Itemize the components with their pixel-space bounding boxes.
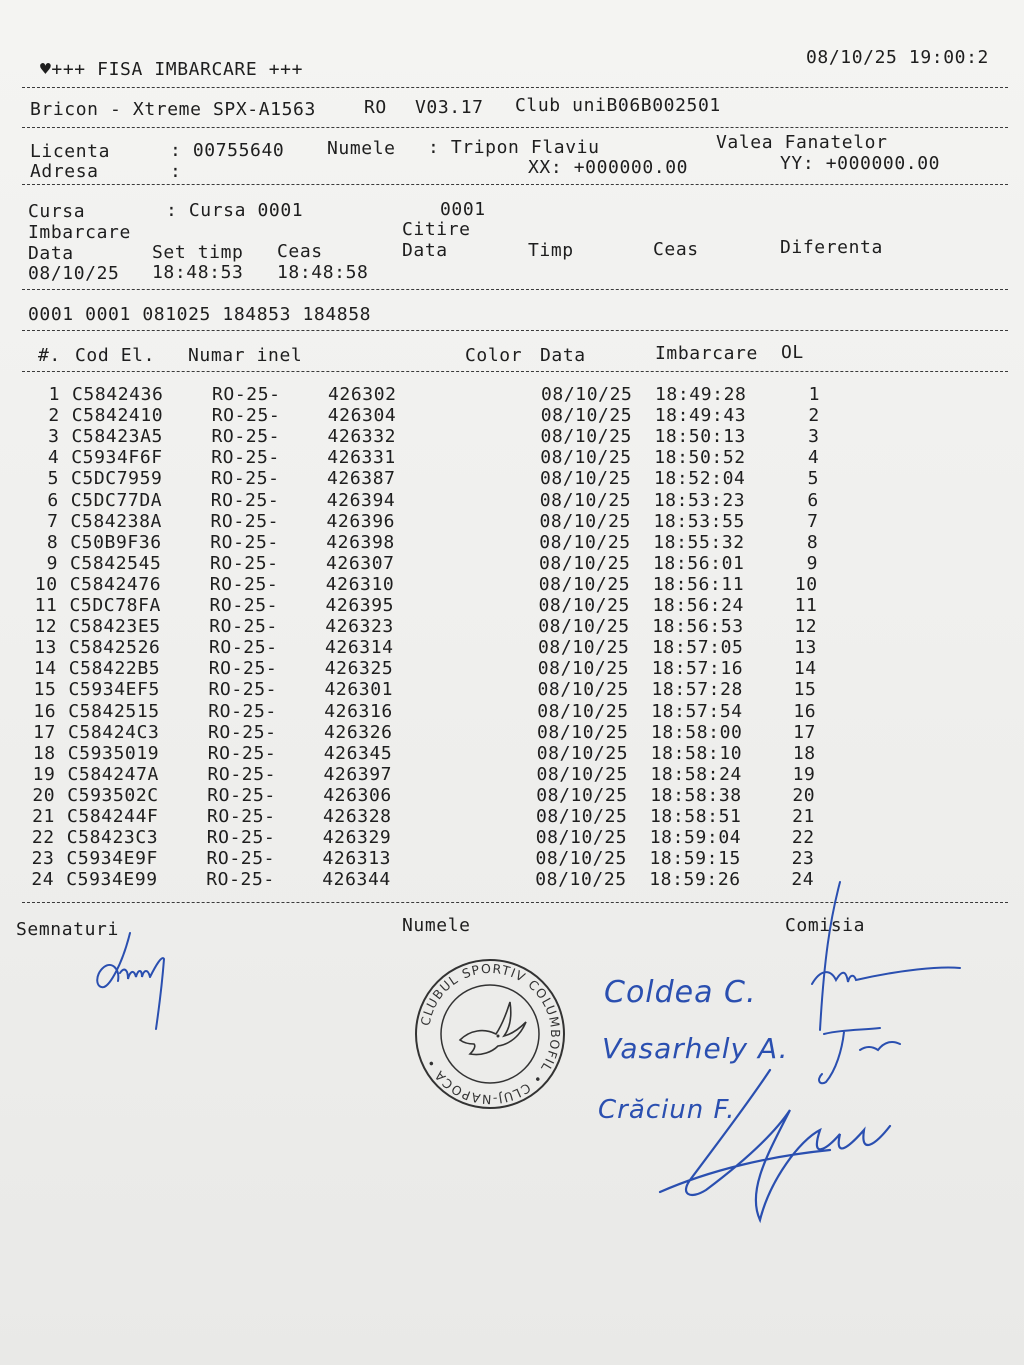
table-row: [0, 680, 1024, 701]
row-cod-el: C584244F: [67, 806, 159, 827]
comisia-label: Comisia: [785, 915, 866, 936]
commission-name-3: Crăciun F.: [598, 1095, 736, 1125]
row-ring-prefix: RO-25-: [211, 468, 280, 490]
firmware-version: V03.17: [415, 97, 484, 118]
row-ring-number: 426387: [327, 468, 396, 490]
col-ceas: Ceas: [277, 241, 323, 262]
sheet-title: ♥+++ FISA IMBARCARE +++: [40, 59, 304, 80]
row-ring-prefix: RO-25-: [206, 869, 275, 891]
row-ring-prefix: RO-25-: [210, 552, 279, 574]
table-row: [0, 744, 1024, 765]
row-time: 18:57:16: [651, 658, 744, 680]
row-ol: 21: [792, 806, 815, 827]
row-date: 08/10/25: [539, 510, 631, 532]
row-ring-number: 426316: [324, 700, 393, 722]
row-date: 08/10/25: [537, 700, 629, 722]
col-set-timp: Set timp: [152, 242, 244, 263]
row-ol: 11: [794, 595, 818, 616]
row-cod-el: C5934E9F: [66, 848, 158, 870]
numele-footer-label: Numele: [402, 915, 471, 936]
print-datetime: 08/10/25 19:00:2: [806, 47, 989, 68]
th-cod-el: Cod El.: [75, 345, 156, 366]
club-id: Club uniB06B002501: [515, 95, 721, 116]
row-cod-el: C5935019: [67, 742, 160, 764]
row-date: 08/10/25: [535, 827, 628, 849]
row-number: 23: [31, 848, 55, 870]
row-time: 18:59:26: [649, 869, 741, 891]
row-ol: 1: [808, 384, 820, 405]
row-ring-number: 426395: [325, 595, 395, 616]
coord-xx: XX: +000000.00: [528, 157, 689, 178]
row-ring-prefix: RO-25-: [207, 763, 277, 785]
table-row: [0, 807, 1024, 828]
row-cod-el: C5934F6F: [71, 447, 163, 469]
col-data-citire: Data: [402, 240, 448, 261]
row-time: 18:57:05: [652, 637, 744, 659]
row-time: 18:56:01: [653, 552, 745, 574]
row-ring-prefix: RO-25-: [211, 426, 281, 448]
row-ring-number: 426398: [326, 531, 395, 553]
col-timp: Timp: [528, 240, 574, 261]
row-cod-el: C58423C3: [66, 827, 159, 849]
row-ol: 9: [806, 552, 818, 574]
row-ring-prefix: RO-25-: [210, 489, 280, 511]
th-data: Data: [540, 345, 586, 366]
row-number: 3: [48, 426, 60, 448]
stamp-text: CLUBUL SPORTIV COLUMBOFIL • CLUJ-NAPOCA •: [417, 960, 564, 1108]
club-stamp: [412, 956, 568, 1112]
value-data: 08/10/25: [28, 263, 120, 284]
citire-label: Citire: [402, 219, 471, 240]
row-date: 08/10/25: [536, 763, 628, 785]
row-cod-el: C58422B5: [68, 658, 161, 680]
row-date: 08/10/25: [537, 721, 629, 743]
row-cod-el: C5DC7959: [71, 468, 163, 490]
row-number: 5: [47, 468, 59, 490]
row-cod-el: C5842476: [69, 573, 162, 595]
table-row: [0, 533, 1024, 554]
col-diferenta: Diferenta: [780, 237, 883, 258]
row-time: 18:59:04: [649, 827, 742, 849]
row-time: 18:57:28: [651, 679, 743, 701]
row-cod-el: C50B9F36: [70, 531, 162, 553]
table-row: [0, 448, 1024, 469]
row-ring-number: 426332: [327, 426, 397, 448]
row-ring-prefix: RO-25-: [207, 742, 277, 764]
row-ring-prefix: RO-25-: [210, 510, 280, 532]
row-date: 08/10/25: [538, 595, 630, 616]
cursa-code: 0001: [440, 199, 486, 220]
row-date: 08/10/25: [540, 447, 632, 469]
row-ring-prefix: RO-25-: [208, 658, 278, 680]
row-ol: 7: [807, 510, 819, 532]
commission-signature-1: [790, 880, 970, 1040]
row-ring-number: 426326: [324, 721, 393, 743]
row-date: 08/10/25: [540, 405, 633, 427]
row-time: 18:56:24: [652, 595, 744, 616]
row-time: 18:58:24: [650, 763, 742, 785]
row-ring-prefix: RO-25-: [209, 616, 278, 638]
device-name: Bricon - Xtreme SPX-A1563: [30, 99, 316, 120]
row-time: 18:57:54: [651, 700, 743, 722]
row-date: 08/10/25: [538, 637, 630, 659]
table-row: [0, 554, 1024, 575]
row-ol: 3: [808, 426, 820, 448]
dove-icon: [460, 1002, 526, 1055]
row-ring-number: 426394: [326, 489, 396, 511]
coord-yy: YY: +000000.00: [780, 153, 941, 174]
svg-text:CLUBUL SPORTIV COLUMBOFIL • CL: [418, 961, 563, 1107]
row-ring-prefix: RO-25-: [207, 806, 276, 827]
semnaturi-label: Semnaturi: [16, 919, 119, 940]
row-date: 08/10/25: [539, 489, 632, 511]
table-row: [0, 491, 1024, 512]
row-ring-number: 426304: [327, 405, 397, 427]
commission-name-1: Coldea C.: [604, 975, 757, 1010]
table-row: [0, 512, 1024, 533]
row-number: 11: [34, 595, 58, 616]
numele-label: Numele: [327, 138, 396, 159]
table-row: [0, 385, 1024, 406]
row-date: 08/10/25: [541, 384, 633, 405]
row-time: 18:53:23: [653, 489, 746, 511]
row-cod-el: C5934EF5: [68, 679, 160, 701]
row-number: 1: [48, 384, 60, 405]
row-ol: 16: [793, 700, 817, 722]
row-cod-el: C5DC78FA: [69, 595, 161, 616]
row-number: 21: [32, 806, 55, 827]
value-ceas: 18:48:58: [277, 262, 369, 283]
locality: Valea Fanatelor: [716, 132, 888, 153]
row-time: 18:58:51: [650, 806, 742, 827]
table-row: [0, 828, 1024, 849]
divider: [22, 87, 1008, 88]
row-ol: 14: [793, 658, 817, 680]
row-date: 08/10/25: [537, 658, 630, 680]
row-number: 17: [33, 721, 56, 743]
table-row: [0, 575, 1024, 596]
row-cod-el: C5934E99: [66, 869, 158, 891]
row-time: 18:53:55: [653, 510, 745, 532]
divider: [22, 289, 1008, 290]
imbarcare-label: Imbarcare: [28, 222, 131, 243]
cursa-value: : Cursa 0001: [166, 200, 304, 221]
row-number: 6: [47, 489, 59, 511]
row-number: 2: [48, 405, 60, 427]
row-date: 08/10/25: [539, 531, 631, 553]
row-ring-number: 426331: [327, 447, 396, 469]
row-ring-number: 426301: [324, 679, 394, 701]
row-date: 08/10/25: [537, 679, 629, 701]
licenta-value: : 00755640: [170, 140, 285, 161]
divider: [22, 127, 1008, 128]
row-time: 18:49:28: [655, 384, 747, 405]
row-ring-prefix: RO-25-: [209, 573, 279, 595]
row-date: 08/10/25: [538, 616, 630, 638]
col-ceas-citire: Ceas: [653, 239, 699, 260]
row-ol: 20: [792, 784, 816, 806]
owner-signature: [90, 925, 190, 1035]
row-ring-prefix: RO-25-: [210, 531, 279, 553]
row-ring-number: 426328: [323, 806, 392, 827]
divider: [22, 371, 1008, 372]
row-ring-number: 426344: [322, 869, 391, 891]
row-ol: 8: [806, 531, 819, 553]
row-ring-number: 426325: [324, 658, 394, 680]
row-number: 16: [33, 700, 57, 722]
row-date: 08/10/25: [540, 468, 632, 490]
value-set-timp: 18:48:53: [152, 262, 244, 283]
licenta-label: Licenta: [30, 141, 111, 162]
row-cod-el: C58424C3: [68, 721, 160, 743]
row-date: 08/10/25: [535, 848, 627, 870]
row-date: 08/10/25: [536, 742, 629, 764]
row-number: 12: [34, 616, 58, 638]
th-numar-inel: Numar inel: [188, 345, 303, 366]
row-time: 18:58:38: [650, 784, 742, 806]
row-date: 08/10/25: [538, 573, 631, 595]
divider: [22, 330, 1008, 331]
th-number: #.: [38, 345, 61, 366]
row-ring-number: 426307: [326, 552, 395, 574]
divider: [22, 184, 1008, 185]
table-row: [0, 659, 1024, 680]
row-ol: 12: [794, 616, 818, 638]
table-row: [0, 596, 1024, 617]
row-ring-prefix: RO-25-: [209, 595, 279, 616]
row-cod-el: C584238A: [70, 510, 162, 532]
row-ol: 4: [807, 447, 820, 469]
row-cod-el: C5842410: [71, 405, 164, 427]
row-ol: 23: [791, 848, 815, 870]
table-row: [0, 702, 1024, 723]
table-row: [0, 638, 1024, 659]
row-number: 20: [32, 784, 56, 806]
row-time: 18:49:43: [654, 405, 747, 427]
row-cod-el: C5842526: [69, 637, 161, 659]
row-number: 19: [32, 763, 56, 785]
row-ring-prefix: RO-25-: [209, 637, 278, 659]
row-ring-number: 426329: [322, 827, 392, 849]
row-ol: 17: [793, 721, 816, 743]
row-ring-prefix: RO-25-: [211, 447, 280, 469]
country-code: RO: [364, 97, 387, 118]
row-ring-prefix: RO-25-: [212, 384, 281, 405]
row-number: 22: [31, 827, 55, 849]
table-row: [0, 469, 1024, 490]
row-ring-prefix: RO-25-: [208, 700, 277, 722]
table-row: [0, 617, 1024, 638]
row-ring-prefix: RO-25-: [208, 679, 278, 701]
row-number: 4: [47, 447, 60, 469]
row-time: 18:55:32: [653, 531, 745, 553]
row-ring-prefix: RO-25-: [207, 784, 276, 806]
race-code-line: 0001 0001 081025 184853 184858: [28, 304, 372, 325]
th-ol: OL: [781, 342, 804, 363]
row-ring-number: 426302: [328, 384, 397, 405]
row-ring-number: 426323: [325, 616, 394, 638]
row-ring-prefix: RO-25-: [208, 721, 277, 743]
row-ol: 19: [792, 763, 816, 785]
table-row: [0, 786, 1024, 807]
row-time: 18:50:13: [654, 426, 746, 448]
row-number: 14: [33, 658, 57, 680]
row-ring-prefix: RO-25-: [206, 827, 276, 849]
row-cod-el: C584247A: [67, 763, 159, 785]
row-ol: 2: [808, 405, 820, 427]
row-date: 08/10/25: [536, 784, 628, 806]
row-ol: 13: [794, 637, 817, 659]
row-time: 18:58:10: [650, 742, 743, 764]
row-ol: 6: [807, 489, 819, 511]
row-ring-number: 426313: [322, 848, 392, 870]
row-time: 18:59:15: [649, 848, 741, 870]
owner-name: : Tripon Flaviu: [428, 137, 600, 158]
row-number: 13: [34, 637, 57, 659]
row-ring-number: 426310: [325, 573, 395, 595]
row-ol: 18: [792, 742, 816, 764]
table-row: [0, 765, 1024, 786]
row-time: 18:50:52: [654, 447, 746, 469]
commission-signature-3: [650, 1060, 910, 1230]
table-row: [0, 723, 1024, 744]
row-number: 10: [34, 573, 58, 595]
row-date: 08/10/25: [536, 806, 628, 827]
row-cod-el: C5842515: [68, 700, 160, 722]
row-time: 18:52:04: [654, 468, 746, 490]
row-time: 18:56:11: [652, 573, 745, 595]
row-cod-el: C58423E5: [69, 616, 161, 638]
th-imbarcare: Imbarcare: [655, 343, 758, 364]
adresa-label: Adresa: [30, 161, 99, 182]
row-ring-prefix: RO-25-: [211, 405, 281, 427]
th-color: Color: [465, 345, 523, 366]
adresa-value: :: [170, 161, 182, 182]
row-number: 24: [31, 869, 55, 891]
row-number: 8: [46, 531, 59, 553]
row-cod-el: C5842436: [72, 384, 164, 405]
row-number: 9: [46, 552, 58, 574]
table-row: [0, 849, 1024, 870]
row-number: 15: [33, 679, 57, 701]
row-ol: 15: [793, 679, 817, 701]
row-ring-number: 426345: [323, 742, 393, 764]
table-row: [0, 427, 1024, 448]
row-time: 18:56:53: [652, 616, 744, 638]
row-ol: 22: [791, 827, 815, 849]
row-cod-el: C593502C: [67, 784, 159, 806]
table-row: [0, 406, 1024, 427]
row-ol: 24: [791, 869, 815, 891]
row-date: 08/10/25: [535, 869, 627, 891]
commission-name-2: Vasarhely A.: [602, 1032, 789, 1065]
row-cod-el: C58423A5: [71, 426, 163, 448]
row-date: 08/10/25: [540, 426, 632, 448]
row-number: 18: [32, 742, 56, 764]
cursa-label: Cursa: [28, 201, 86, 222]
col-data: Data: [28, 243, 74, 264]
row-ring-number: 426306: [323, 784, 392, 806]
row-time: 18:58:00: [651, 721, 743, 743]
row-ring-number: 426397: [323, 763, 393, 785]
row-ring-number: 426396: [326, 510, 396, 532]
row-cod-el: C5DC77DA: [70, 489, 163, 511]
row-number: 7: [47, 510, 59, 532]
row-ring-number: 426314: [325, 637, 394, 659]
row-ol: 10: [794, 573, 818, 595]
row-cod-el: C5842545: [70, 552, 162, 574]
row-ol: 5: [807, 468, 819, 490]
row-date: 08/10/25: [539, 552, 631, 574]
row-ring-prefix: RO-25-: [206, 848, 276, 870]
